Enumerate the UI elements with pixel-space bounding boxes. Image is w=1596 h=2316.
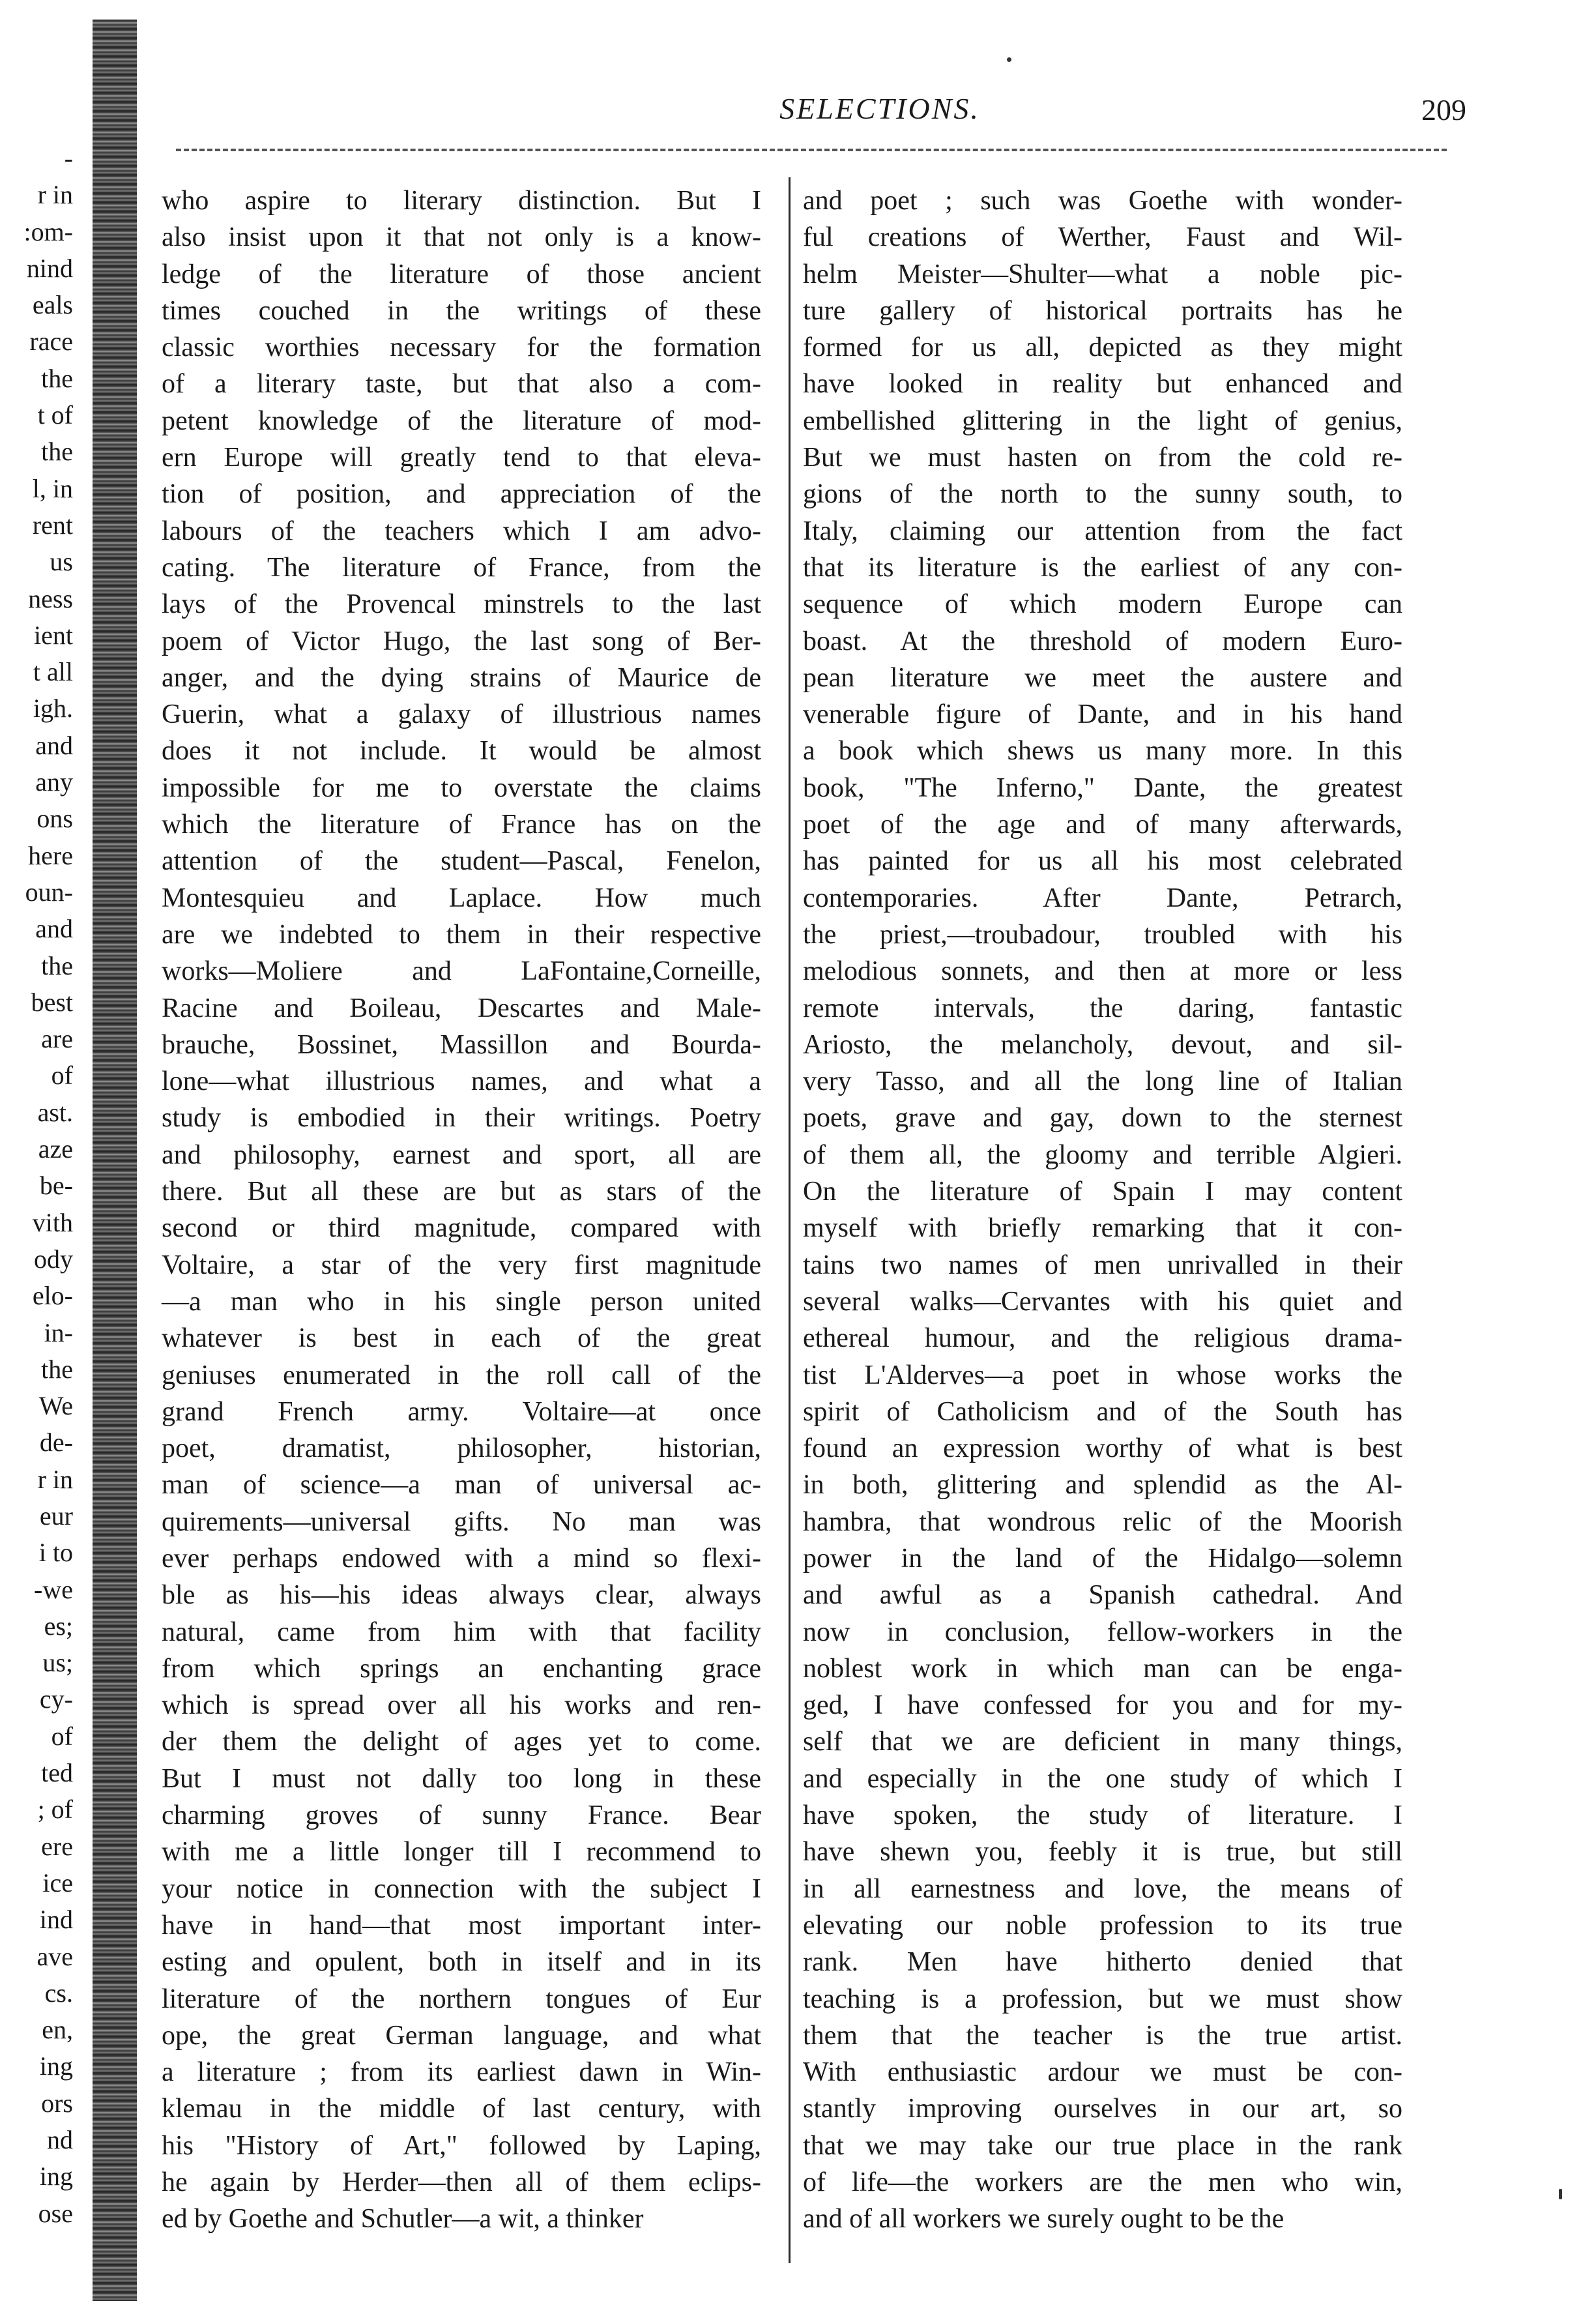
text-column-left	[162, 183, 761, 2238]
text-line: his "History of Art," followed by Laping,	[162, 2130, 761, 2161]
text-line: lays of the Provencal minstrels to the last	[162, 589, 761, 620]
print-speck	[1007, 57, 1011, 62]
margin-fragment: l, in	[32, 473, 73, 503]
margin-fragment: ast.	[37, 1097, 73, 1127]
margin-fragment: of	[51, 1721, 73, 1751]
text-line: geniuses enumerated in the roll call of the	[162, 1360, 761, 1390]
text-line: contemporaries. After Dante, Petrarch,	[803, 883, 1402, 913]
text-line: who aspire to literary distinction. But I	[162, 186, 761, 216]
text-line: ed by Goethe and Schutler—a wit, a thinker	[162, 2204, 644, 2235]
text-line: With enthusiastic ardour we must be con-	[803, 2057, 1402, 2088]
margin-fragment: ere	[41, 1831, 73, 1861]
text-line: klemau in the middle of last century, with	[162, 2094, 761, 2124]
text-line: poet of the age and of many afterwards,	[803, 810, 1402, 840]
text-line: On the literature of Spain I may content	[803, 1177, 1402, 1207]
text-line: of life—the workers are the men who win,	[803, 2167, 1402, 2198]
margin-fragment: any	[35, 767, 73, 797]
text-line: venerable figure of Dante, and in his hand	[803, 699, 1402, 730]
text-line: from which springs an enchanting grace	[162, 1653, 761, 1684]
margin-fragment: i to	[38, 1538, 73, 1568]
text-line: quirements—universal gifts. No man was	[162, 1506, 761, 1537]
text-line: stantly improving ourselves in our art, so	[803, 2094, 1402, 2124]
margin-fragment: r in	[37, 1464, 73, 1494]
text-line: ged, I have confessed for you and for my-	[803, 1690, 1402, 1721]
text-line: Voltaire, a star of the very first magnitude	[162, 1250, 761, 1280]
text-line: poets, grave and gay, down to the sternest	[803, 1103, 1402, 1134]
margin-fragment: us	[50, 547, 73, 577]
text-line: poet, dramatist, philosopher, historian,	[162, 1433, 761, 1464]
text-line: sequence of which modern Europe can	[803, 589, 1402, 620]
margin-fragment: eur	[39, 1501, 73, 1531]
text-line: them that the teacher is the true artist.	[803, 2020, 1402, 2051]
text-line: boast. At the threshold of modern Euro-	[803, 626, 1402, 656]
text-line: tains two names of men unrivalled in their	[803, 1250, 1402, 1280]
page-header	[156, 83, 1466, 129]
text-line: Ariosto, the melancholy, devout, and sil-	[803, 1029, 1402, 1060]
text-line: a literature ; from its earliest dawn in Win-	[162, 2057, 761, 2088]
margin-fragment: the	[41, 950, 73, 980]
margin-fragment: r in	[37, 180, 73, 210]
text-line: But we must hasten on from the cold re-	[803, 443, 1402, 473]
text-line: ledge of the literature of those ancient	[162, 259, 761, 289]
text-line: times couched in the writings of these	[162, 295, 761, 326]
text-line: helm Meister—Shulter—what a noble pic-	[803, 259, 1402, 289]
text-line: works—Moliere and LaFontaine,Corneille,	[162, 956, 761, 987]
text-line: remote intervals, the daring, fantastic	[803, 993, 1402, 1023]
text-line: labours of the teachers which I am advo-	[162, 516, 761, 546]
print-speck	[1559, 2189, 1562, 2199]
text-line: which is spread over all his works and ren-	[162, 1690, 761, 1721]
text-line: noblest work in which man can be enga-	[803, 1653, 1402, 1684]
text-line: with me a little longer till I recommend to	[162, 1837, 761, 1868]
text-line: in both, glittering and splendid as the Al-	[803, 1470, 1402, 1501]
running-title: SELECTIONS.	[779, 92, 980, 125]
text-line: book, "The Inferno," Dante, the greatest	[803, 772, 1402, 803]
margin-fragment: elo-	[32, 1281, 73, 1311]
book-binding-edge	[93, 20, 137, 2301]
text-line: der them the delight of ages yet to come.	[162, 1727, 761, 1757]
text-line: in all earnestness and love, the means of	[803, 1873, 1402, 1904]
text-line: Guerin, what a galaxy of illustrious names	[162, 699, 761, 730]
text-line: —a man who in his single person united	[162, 1286, 761, 1317]
text-line: and of all workers we surely ought to be the	[803, 2204, 1284, 2235]
margin-fragment: ose	[38, 2198, 73, 2228]
text-line: that its literature is the earliest of any con-	[803, 552, 1402, 583]
page-number: 209	[1421, 93, 1466, 126]
text-line: tion of position, and appreciation of the	[162, 479, 761, 510]
margin-fragment: t all	[33, 657, 73, 687]
text-line: have spoken, the study of literature. I	[803, 1800, 1402, 1831]
margin-fragment: nind	[26, 253, 73, 283]
text-line: are we indebted to them in their respective	[162, 919, 761, 950]
margin-fragment: are	[41, 1024, 73, 1054]
text-line: ever perhaps endowed with a mind so flexi-	[162, 1543, 761, 1574]
text-line: several walks—Cervantes with his quiet and	[803, 1286, 1402, 1317]
margin-fragment: aze	[38, 1134, 73, 1164]
text-line: lone—what illustrious names, and what a	[162, 1066, 761, 1097]
margin-fragment: :om-	[23, 216, 73, 246]
margin-fragment: ness	[28, 583, 73, 613]
text-line: poem of Victor Hugo, the last song of Ber-	[162, 626, 761, 656]
text-line: melodious sonnets, and then at more or less	[803, 956, 1402, 987]
text-line: myself with briefly remarking that it con-	[803, 1213, 1402, 1244]
text-line: the priest,—troubadour, troubled with his	[803, 919, 1402, 950]
text-line: power in the land of the Hidalgo—solemn	[803, 1543, 1402, 1574]
text-line: impossible for me to overstate the claims	[162, 772, 761, 803]
margin-fragment: eals	[32, 290, 73, 320]
text-line: spirit of Catholicism and of the South has	[803, 1396, 1402, 1427]
text-line: there. But all these are but as stars of the	[162, 1177, 761, 1207]
text-line: man of science—a man of universal ac-	[162, 1470, 761, 1501]
margin-fragment: -we	[34, 1574, 73, 1604]
margin-fragment: de-	[39, 1428, 73, 1458]
text-line: have shewn you, feebly it is true, but still	[803, 1837, 1402, 1868]
text-line: formed for us all, depicted as they might	[803, 332, 1402, 363]
text-line: which the literature of France has on the	[162, 810, 761, 840]
text-line: teaching is a profession, but we must show	[803, 1984, 1402, 2014]
text-line: of a literary taste, but that also a com-	[162, 369, 761, 400]
text-line: gions of the north to the sunny south, to	[803, 479, 1402, 510]
text-line: tist L'Alderves—a poet in whose works the	[803, 1360, 1402, 1390]
margin-fragment: ice	[42, 1868, 73, 1898]
text-line: Montesquieu and Laplace. How much	[162, 883, 761, 913]
text-line: ture gallery of historical portraits has he	[803, 295, 1402, 326]
text-line: ful creations of Werther, Faust and Wil-	[803, 222, 1402, 253]
text-line: classic worthies necessary for the formation	[162, 332, 761, 363]
margin-fragment: ted	[41, 1758, 73, 1788]
margin-fragment: nd	[47, 2125, 73, 2155]
text-line: self that we are deficient in many things,	[803, 1727, 1402, 1757]
text-line: very Tasso, and all the long line of Italian	[803, 1066, 1402, 1097]
text-line: found an expression worthy of what is best	[803, 1433, 1402, 1464]
margin-fragment: in-	[44, 1317, 73, 1347]
margin-fragment: t of	[37, 400, 73, 430]
text-line: he again by Herder—then all of them eclips-	[162, 2167, 761, 2198]
margin-fragment: cs.	[44, 1978, 73, 2008]
margin-fragment: cy-	[39, 1684, 73, 1714]
margin-fragment: oun-	[25, 877, 73, 907]
margin-fragment: ind	[39, 1905, 73, 1935]
margin-fragment: the	[41, 437, 73, 467]
text-line: anger, and the dying strains of Maurice de	[162, 662, 761, 693]
text-line: your notice in connection with the subject I	[162, 1873, 761, 1904]
text-line: does it not include. It would be almost	[162, 736, 761, 767]
text-line: ethereal humour, and the religious drama-	[803, 1323, 1402, 1354]
margin-fragment: race	[29, 327, 73, 357]
text-line: hambra, that wondrous relic of the Moorish	[803, 1506, 1402, 1537]
margin-fragment: igh.	[33, 694, 73, 724]
text-line: embellished glittering in the light of genius,	[803, 405, 1402, 436]
text-line: and philosophy, earnest and sport, all are	[162, 1139, 761, 1170]
text-line: pean literature we meet the austere and	[803, 662, 1402, 693]
margin-fragment: us;	[42, 1648, 73, 1678]
margin-fragment: ing	[39, 2162, 73, 2191]
text-line: ern Europe will greatly tend to that eleva-	[162, 443, 761, 473]
margin-fragment: here	[28, 840, 73, 870]
margin-fragment: ing	[39, 2051, 73, 2081]
text-line: elevating our noble profession to its true	[803, 1910, 1402, 1941]
text-line: of them all, the gloomy and terrible Algieri.	[803, 1139, 1402, 1170]
text-line: also insist upon it that not only is a know-	[162, 222, 761, 253]
margin-fragment: rent	[32, 510, 73, 540]
margin-fragment: ; of	[37, 1795, 73, 1825]
text-line: rank. Men have hitherto denied that	[803, 1947, 1402, 1978]
text-line: ope, the great German language, and what	[162, 2020, 761, 2051]
text-line: attention of the student—Pascal, Fenelon,	[162, 846, 761, 877]
margin-fragment: es;	[44, 1611, 73, 1641]
text-line: has painted for us all his most celebrated	[803, 846, 1402, 877]
margin-fragment: and	[35, 730, 73, 760]
text-line: now in conclusion, fellow-workers in the	[803, 1617, 1402, 1647]
margin-fragment: the	[41, 1354, 73, 1384]
margin-fragment: ors	[41, 2088, 73, 2118]
text-line: Racine and Boileau, Descartes and Male-	[162, 993, 761, 1023]
margin-fragment: best	[31, 987, 73, 1017]
text-line: charming groves of sunny France. Bear	[162, 1800, 761, 1831]
text-line: whatever is best in each of the great	[162, 1323, 761, 1354]
text-line: Italy, claiming our attention from the fact	[803, 516, 1402, 546]
text-line: study is embodied in their writings. Poetry	[162, 1103, 761, 1134]
margin-fragment: vith	[32, 1207, 73, 1237]
text-line: brauche, Bossinet, Massillon and Bourda-	[162, 1029, 761, 1060]
margin-fragment: ient	[34, 620, 73, 650]
text-line: literature of the northern tongues of Eur	[162, 1984, 761, 2014]
text-line: ble as his—his ideas always clear, always	[162, 1580, 761, 1611]
text-line: grand French army. Voltaire—at once	[162, 1396, 761, 1427]
text-line: and awful as a Spanish cathedral. And	[803, 1580, 1402, 1611]
text-line: second or third magnitude, compared with	[162, 1213, 761, 1244]
text-line: have in hand—that most important inter-	[162, 1910, 761, 1941]
margin-fragment: ave	[36, 1941, 73, 1971]
text-line: a book which shews us many more. In this	[803, 736, 1402, 767]
margin-fragment: We	[38, 1391, 73, 1421]
text-line: cating. The literature of France, from the	[162, 552, 761, 583]
margin-fragment: ody	[34, 1244, 73, 1274]
margin-fragment: ons	[36, 804, 73, 834]
text-line: esting and opulent, both in itself and in its	[162, 1947, 761, 1978]
margin-fragment: -	[64, 143, 73, 173]
text-line: have looked in reality but enhanced and	[803, 369, 1402, 400]
margin-fragment: of	[51, 1061, 73, 1091]
text-line: petent knowledge of the literature of mod-	[162, 405, 761, 436]
margin-fragment: en,	[42, 2015, 73, 2045]
text-line: that we may take our true place in the rank	[803, 2130, 1402, 2161]
adjacent-page-margin-text	[0, 140, 73, 2232]
text-line: natural, came from him with that facility	[162, 1617, 761, 1647]
text-line: and poet ; such was Goethe with wonder-	[803, 186, 1402, 216]
text-line: and especially in the one study of which I	[803, 1763, 1402, 1794]
margin-fragment: the	[41, 363, 73, 393]
text-column-right	[803, 183, 1402, 2238]
text-line: But I must not dally too long in these	[162, 1763, 761, 1794]
header-rule	[176, 149, 1447, 151]
margin-fragment: and	[35, 914, 73, 944]
column-divider	[789, 177, 791, 2263]
margin-fragment: be-	[39, 1171, 73, 1201]
